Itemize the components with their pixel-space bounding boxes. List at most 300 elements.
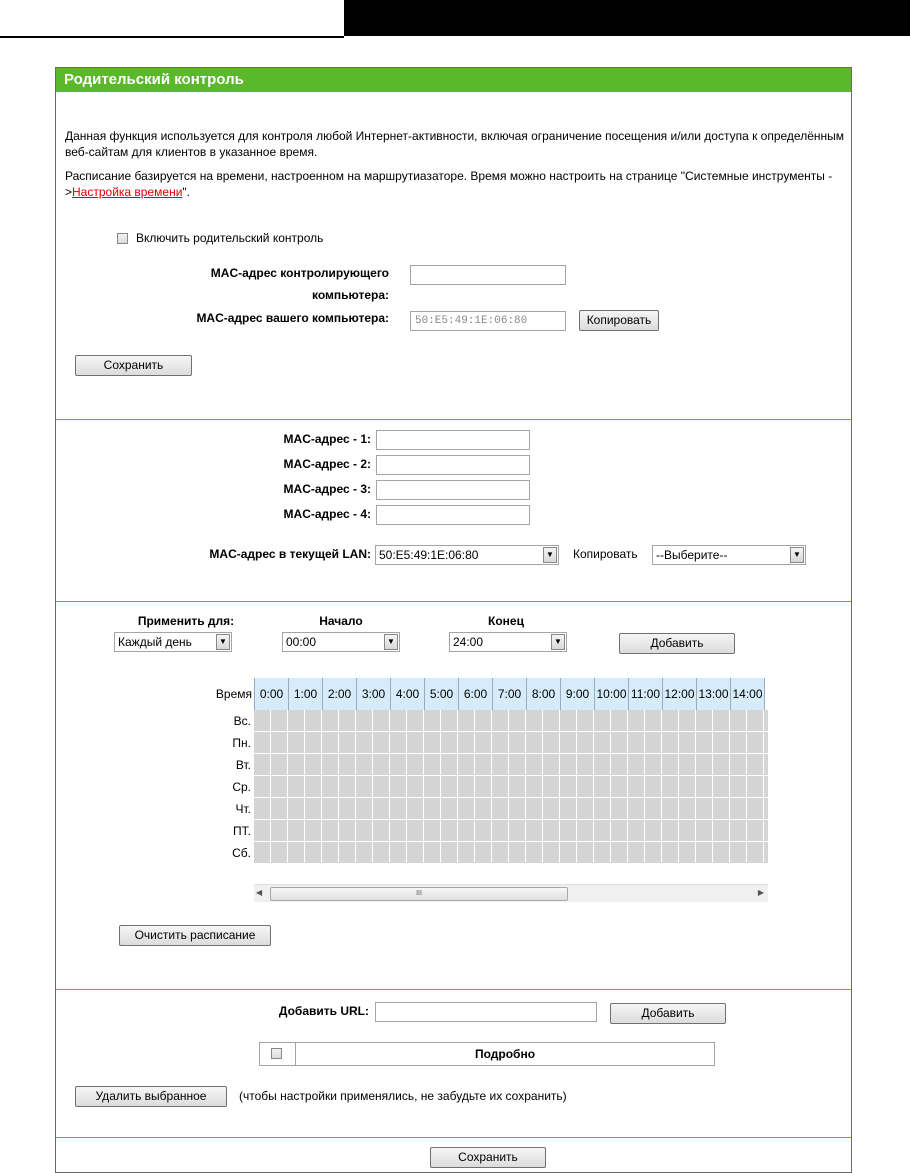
schedule-cell[interactable] xyxy=(713,754,730,776)
hour-header-5: 5:00 xyxy=(425,678,459,710)
schedule-cell[interactable] xyxy=(526,820,543,842)
schedule-cell[interactable] xyxy=(322,820,339,842)
hour-header-6: 6:00 xyxy=(459,678,493,710)
schedule-cell[interactable] xyxy=(373,710,390,732)
apply-for-selected: Каждый день xyxy=(118,635,192,649)
schedule-cell[interactable] xyxy=(764,732,768,754)
schedule-cell[interactable] xyxy=(747,710,764,732)
time-settings-link[interactable]: Настройка времени xyxy=(72,185,183,199)
child-mac-label-3: MAC-адрес - 3: xyxy=(283,482,371,496)
schedule-cell[interactable] xyxy=(373,776,390,798)
schedule-cell[interactable] xyxy=(458,710,475,732)
schedule-cell[interactable] xyxy=(713,732,730,754)
schedule-cell[interactable] xyxy=(509,776,526,798)
hour-header-8: 8:00 xyxy=(527,678,561,710)
schedule-cell[interactable] xyxy=(594,798,611,820)
schedule-cell[interactable] xyxy=(458,798,475,820)
hour-header-4: 4:00 xyxy=(391,678,425,710)
hour-header-13: 13:00 xyxy=(697,678,731,710)
schedule-cell[interactable] xyxy=(662,842,679,864)
schedule-cell[interactable] xyxy=(390,776,407,798)
lan-mac-select[interactable] xyxy=(375,545,559,565)
schedule-cell[interactable] xyxy=(441,820,458,842)
schedule-cell[interactable] xyxy=(560,776,577,798)
schedule-cell[interactable] xyxy=(645,798,662,820)
end-time-select[interactable] xyxy=(449,632,567,652)
schedule-cell[interactable] xyxy=(543,732,560,754)
schedule-cell[interactable] xyxy=(356,732,373,754)
schedule-cell[interactable] xyxy=(611,710,628,732)
day-label-1: Пн. xyxy=(232,736,251,750)
schedule-cell[interactable] xyxy=(424,776,441,798)
copy-target-select[interactable] xyxy=(652,545,806,565)
schedule-cell[interactable] xyxy=(356,776,373,798)
schedule-cell[interactable] xyxy=(679,710,696,732)
add-url-label: Добавить URL: xyxy=(278,1004,369,1018)
schedule-cell[interactable] xyxy=(611,754,628,776)
schedule-cell[interactable] xyxy=(509,820,526,842)
schedule-cell[interactable] xyxy=(764,798,768,820)
schedule-cell[interactable] xyxy=(271,820,288,842)
day-label-5: ПТ. xyxy=(233,824,251,838)
parent-mac-label-1: MAC-адрес контролирующего xyxy=(210,266,389,280)
schedule-cell[interactable] xyxy=(322,842,339,864)
schedule-cell[interactable] xyxy=(764,754,768,776)
schedule-cell[interactable] xyxy=(611,798,628,820)
schedule-cell[interactable] xyxy=(288,732,305,754)
schedule-cell[interactable] xyxy=(679,842,696,864)
schedule-cell[interactable] xyxy=(322,732,339,754)
schedule-cell[interactable] xyxy=(679,754,696,776)
schedule-cell[interactable] xyxy=(288,754,305,776)
schedule-cell[interactable] xyxy=(407,842,424,864)
schedule-scrollbar[interactable] xyxy=(254,884,768,902)
schedule-cell[interactable] xyxy=(373,820,390,842)
schedule-cell[interactable] xyxy=(662,776,679,798)
day-label-3: Ср. xyxy=(232,780,251,794)
parental-control-panel xyxy=(55,67,852,1173)
hour-header-14: 14:00 xyxy=(731,678,765,710)
schedule-cell[interactable] xyxy=(356,842,373,864)
schedule-cell[interactable] xyxy=(390,710,407,732)
enable-parental-control-checkbox[interactable] xyxy=(117,233,128,244)
schedule-cell[interactable] xyxy=(696,710,713,732)
schedule-cell[interactable] xyxy=(611,776,628,798)
schedule-cell[interactable] xyxy=(458,776,475,798)
schedule-cell[interactable] xyxy=(645,754,662,776)
schedule-cell[interactable] xyxy=(288,710,305,732)
schedule-cell[interactable] xyxy=(373,732,390,754)
schedule-cell[interactable] xyxy=(509,798,526,820)
section-divider-1 xyxy=(56,419,851,420)
schedule-cell[interactable] xyxy=(322,710,339,732)
schedule-cell[interactable] xyxy=(764,820,768,842)
schedule-cell[interactable] xyxy=(577,820,594,842)
schedule-cell[interactable] xyxy=(577,732,594,754)
schedule-cell[interactable] xyxy=(288,776,305,798)
schedule-cell[interactable] xyxy=(373,754,390,776)
schedule-cell[interactable] xyxy=(492,732,509,754)
schedule-cell[interactable] xyxy=(747,776,764,798)
schedule-cell[interactable] xyxy=(254,732,271,754)
schedule-cell[interactable] xyxy=(679,798,696,820)
schedule-cell[interactable] xyxy=(764,710,768,732)
schedule-cell[interactable] xyxy=(730,710,747,732)
schedule-cell[interactable] xyxy=(492,798,509,820)
start-time-select[interactable] xyxy=(282,632,400,652)
schedule-cell[interactable] xyxy=(390,754,407,776)
hour-header-12: 12:00 xyxy=(663,678,697,710)
child-mac-input-3[interactable] xyxy=(376,480,530,500)
schedule-cell[interactable] xyxy=(407,820,424,842)
schedule-cell[interactable] xyxy=(628,820,645,842)
schedule-cell[interactable] xyxy=(390,732,407,754)
schedule-cell[interactable] xyxy=(628,842,645,864)
delete-selected-button[interactable]: Удалить выбранное xyxy=(75,1086,227,1107)
schedule-cell[interactable] xyxy=(475,798,492,820)
schedule-cell[interactable] xyxy=(254,842,271,864)
schedule-cell[interactable] xyxy=(747,732,764,754)
schedule-cell[interactable] xyxy=(407,776,424,798)
schedule-cell[interactable] xyxy=(373,842,390,864)
schedule-cell[interactable] xyxy=(509,732,526,754)
schedule-cell[interactable] xyxy=(679,732,696,754)
schedule-cell[interactable] xyxy=(492,820,509,842)
schedule-cell[interactable] xyxy=(662,710,679,732)
schedule-cell[interactable] xyxy=(730,798,747,820)
schedule-cell[interactable] xyxy=(696,842,713,864)
schedule-cell[interactable] xyxy=(390,798,407,820)
schedule-cell[interactable] xyxy=(373,798,390,820)
schedule-cell[interactable] xyxy=(492,776,509,798)
schedule-cell[interactable] xyxy=(305,710,322,732)
hour-header-1: 1:00 xyxy=(289,678,323,710)
select-all-urls-checkbox[interactable] xyxy=(271,1048,282,1059)
chevron-down-icon: ▼ xyxy=(543,547,557,563)
schedule-cell[interactable] xyxy=(594,842,611,864)
schedule-cell[interactable] xyxy=(339,798,356,820)
schedule-cell[interactable] xyxy=(730,776,747,798)
schedule-cell[interactable] xyxy=(509,754,526,776)
hour-header-0: 0:00 xyxy=(255,678,289,710)
schedule-cell[interactable] xyxy=(424,710,441,732)
schedule-cell[interactable] xyxy=(288,798,305,820)
schedule-cell[interactable] xyxy=(475,710,492,732)
schedule-cell[interactable] xyxy=(441,798,458,820)
schedule-cell[interactable] xyxy=(645,776,662,798)
end-label: Конец xyxy=(488,614,524,628)
your-mac-label: MAC-адрес вашего компьютера: xyxy=(196,311,389,325)
schedule-cell[interactable] xyxy=(611,732,628,754)
schedule-cell[interactable] xyxy=(475,820,492,842)
schedule-cell[interactable] xyxy=(305,798,322,820)
schedule-cell[interactable] xyxy=(458,732,475,754)
schedule-cell[interactable] xyxy=(645,842,662,864)
end-time-selected: 24:00 xyxy=(453,635,484,649)
schedule-cell[interactable] xyxy=(696,820,713,842)
schedule-cell[interactable] xyxy=(475,776,492,798)
parent-mac-input[interactable] xyxy=(410,265,566,285)
schedule-cell[interactable] xyxy=(645,710,662,732)
schedule-cell[interactable] xyxy=(730,754,747,776)
schedule-cell[interactable] xyxy=(254,776,271,798)
schedule-cell[interactable] xyxy=(339,842,356,864)
schedule-cell[interactable] xyxy=(424,820,441,842)
day-label-2: Вт. xyxy=(235,758,251,772)
chevron-down-icon: ▼ xyxy=(384,634,398,650)
schedule-cell[interactable] xyxy=(254,798,271,820)
schedule-cell[interactable] xyxy=(271,754,288,776)
schedule-cell[interactable] xyxy=(560,710,577,732)
schedule-cell[interactable] xyxy=(271,710,288,732)
schedule-cell[interactable] xyxy=(662,820,679,842)
schedule-cell[interactable] xyxy=(747,754,764,776)
schedule-cell[interactable] xyxy=(543,710,560,732)
schedule-cell[interactable] xyxy=(509,842,526,864)
schedule-cell[interactable] xyxy=(424,798,441,820)
top-rule xyxy=(0,36,344,38)
schedule-cell[interactable] xyxy=(288,820,305,842)
schedule-cell[interactable] xyxy=(560,798,577,820)
save-button[interactable]: Сохранить xyxy=(430,1147,546,1168)
schedule-cell[interactable] xyxy=(594,732,611,754)
start-label: Начало xyxy=(319,614,363,628)
schedule-cell[interactable] xyxy=(560,732,577,754)
copy-to-label: Копировать xyxy=(573,547,638,561)
schedule-cell[interactable] xyxy=(594,754,611,776)
schedule-cell[interactable] xyxy=(407,732,424,754)
save-note: (чтобы настройки применялись, не забудьте их сохранить) xyxy=(239,1089,567,1103)
schedule-cell[interactable] xyxy=(441,710,458,732)
schedule-cell[interactable] xyxy=(492,754,509,776)
chevron-down-icon: ▼ xyxy=(790,547,804,563)
schedule-cell[interactable] xyxy=(747,842,764,864)
schedule-cell[interactable] xyxy=(458,820,475,842)
schedule-grid[interactable] xyxy=(254,710,768,884)
schedule-cell[interactable] xyxy=(492,842,509,864)
schedule-cell[interactable] xyxy=(543,842,560,864)
schedule-cell[interactable] xyxy=(356,754,373,776)
schedule-cell[interactable] xyxy=(254,820,271,842)
child-mac-input-4[interactable] xyxy=(376,505,530,525)
schedule-cell[interactable] xyxy=(271,776,288,798)
description-1: Данная функция используется для контроля любой Интернет-активности, включая ограничение посещения и/или доступа к определённым веб-сайтам для клиентов в указанное время. xyxy=(65,129,845,159)
description-2 xyxy=(65,168,845,200)
child-mac-input-2[interactable] xyxy=(376,455,530,475)
schedule-cell[interactable] xyxy=(713,798,730,820)
schedule-cell[interactable] xyxy=(543,776,560,798)
hour-header-7: 7:00 xyxy=(493,678,527,710)
hour-header-9: 9:00 xyxy=(561,678,595,710)
schedule-cell[interactable] xyxy=(594,820,611,842)
schedule-cell[interactable] xyxy=(441,732,458,754)
schedule-cell[interactable] xyxy=(339,732,356,754)
schedule-cell[interactable] xyxy=(543,798,560,820)
schedule-cell[interactable] xyxy=(577,710,594,732)
schedule-days-column xyxy=(201,710,251,884)
scroll-left-icon[interactable]: ◀ xyxy=(256,888,263,897)
start-time-selected: 00:00 xyxy=(286,635,317,649)
schedule-cell[interactable] xyxy=(679,820,696,842)
schedule-cell[interactable] xyxy=(526,732,543,754)
schedule-cell[interactable] xyxy=(560,842,577,864)
schedule-cell[interactable] xyxy=(696,754,713,776)
schedule-cell[interactable] xyxy=(543,754,560,776)
schedule-cell[interactable] xyxy=(662,732,679,754)
schedule-cell[interactable] xyxy=(577,842,594,864)
child-mac-label-4: MAC-адрес - 4: xyxy=(283,507,371,521)
schedule-cell[interactable] xyxy=(271,732,288,754)
schedule-cell[interactable] xyxy=(730,842,747,864)
schedule-cell[interactable] xyxy=(577,776,594,798)
schedule-cell[interactable] xyxy=(458,754,475,776)
schedule-hours-header xyxy=(254,678,769,710)
schedule-cell[interactable] xyxy=(526,776,543,798)
schedule-cell[interactable] xyxy=(577,798,594,820)
schedule-cell[interactable] xyxy=(441,776,458,798)
schedule-cell[interactable] xyxy=(475,732,492,754)
your-mac-field: 50:E5:49:1E:06:80 xyxy=(410,311,566,331)
schedule-cell[interactable] xyxy=(696,732,713,754)
schedule-cell[interactable] xyxy=(441,842,458,864)
schedule-cell[interactable] xyxy=(356,820,373,842)
schedule-cell[interactable] xyxy=(730,820,747,842)
schedule-cell[interactable] xyxy=(764,842,768,864)
hour-header-2: 2:00 xyxy=(323,678,357,710)
schedule-cell[interactable] xyxy=(628,798,645,820)
page-title: Родительский контроль xyxy=(56,68,851,92)
schedule-cell[interactable] xyxy=(764,776,768,798)
schedule-cell[interactable] xyxy=(560,754,577,776)
add-schedule-button[interactable]: Добавить xyxy=(619,633,735,654)
schedule-cell[interactable] xyxy=(424,842,441,864)
url-input[interactable] xyxy=(375,1002,597,1022)
schedule-cell[interactable] xyxy=(679,776,696,798)
parent-mac-label-2: компьютера: xyxy=(311,288,389,302)
lan-mac-selected: 50:E5:49:1E:06:80 xyxy=(379,548,479,562)
schedule-cell[interactable] xyxy=(458,842,475,864)
add-url-button[interactable]: Добавить xyxy=(610,1003,726,1024)
schedule-cell[interactable] xyxy=(339,820,356,842)
copy-mac-button[interactable]: Копировать xyxy=(579,310,659,331)
schedule-cell[interactable] xyxy=(305,732,322,754)
schedule-cell[interactable] xyxy=(305,776,322,798)
schedule-cell[interactable] xyxy=(713,710,730,732)
schedule-cell[interactable] xyxy=(475,842,492,864)
schedule-cell[interactable] xyxy=(560,820,577,842)
schedule-cell[interactable] xyxy=(271,798,288,820)
chevron-down-icon: ▼ xyxy=(551,634,565,650)
child-mac-label-2: MAC-адрес - 2: xyxy=(283,457,371,471)
schedule-cell[interactable] xyxy=(407,798,424,820)
schedule-cell[interactable] xyxy=(645,820,662,842)
schedule-cell[interactable] xyxy=(492,710,509,732)
clear-schedule-button[interactable]: Очистить расписание xyxy=(119,925,271,946)
schedule-cell[interactable] xyxy=(339,754,356,776)
child-mac-label-1: MAC-адрес - 1: xyxy=(283,432,371,446)
schedule-cell[interactable] xyxy=(594,710,611,732)
schedule-cell[interactable] xyxy=(628,754,645,776)
chevron-down-icon: ▼ xyxy=(216,634,230,650)
schedule-cell[interactable] xyxy=(390,842,407,864)
schedule-cell[interactable] xyxy=(305,754,322,776)
schedule-cell[interactable] xyxy=(424,754,441,776)
schedule-cell[interactable] xyxy=(322,776,339,798)
schedule-cell[interactable] xyxy=(747,798,764,820)
schedule-cell[interactable] xyxy=(339,776,356,798)
lan-mac-label: MAC-адрес в текущей LAN: xyxy=(209,547,371,561)
schedule-cell[interactable] xyxy=(611,820,628,842)
section-divider-2 xyxy=(56,601,851,602)
apply-for-select[interactable] xyxy=(114,632,232,652)
schedule-cell[interactable] xyxy=(254,710,271,732)
schedule-cell[interactable] xyxy=(271,842,288,864)
description-2-prefix: Расписание базируется на времени, настроенном на маршрутиазаторе. Время можно настроить на странице "Системные инструменты -> xyxy=(65,169,833,199)
child-mac-input-1[interactable] xyxy=(376,430,530,450)
schedule-cell[interactable] xyxy=(407,710,424,732)
scroll-right-icon[interactable]: ▶ xyxy=(757,888,764,897)
save-parent-button[interactable]: Сохранить xyxy=(75,355,192,376)
section-divider-3 xyxy=(56,989,851,990)
schedule-cell[interactable] xyxy=(526,754,543,776)
schedule-cell[interactable] xyxy=(628,732,645,754)
hour-header-10: 10:00 xyxy=(595,678,629,710)
schedule-cell[interactable] xyxy=(288,842,305,864)
schedule-cell[interactable] xyxy=(390,820,407,842)
schedule-cell[interactable] xyxy=(407,754,424,776)
schedule-cell[interactable] xyxy=(339,710,356,732)
schedule-cell[interactable] xyxy=(696,798,713,820)
schedule-cell[interactable] xyxy=(696,776,713,798)
hour-header-11: 11:00 xyxy=(629,678,663,710)
schedule-cell[interactable] xyxy=(730,732,747,754)
url-table-header: Подробно xyxy=(474,1047,536,1061)
schedule-cell[interactable] xyxy=(611,842,628,864)
schedule-cell[interactable] xyxy=(713,776,730,798)
schedule-cell[interactable] xyxy=(475,754,492,776)
schedule-cell[interactable] xyxy=(526,842,543,864)
schedule-cell[interactable] xyxy=(645,732,662,754)
schedule-cell[interactable] xyxy=(305,842,322,864)
schedule-cell[interactable] xyxy=(628,776,645,798)
schedule-cell[interactable] xyxy=(356,798,373,820)
day-label-6: Сб. xyxy=(232,846,251,860)
top-black-bar xyxy=(344,0,910,36)
schedule-cell[interactable] xyxy=(747,820,764,842)
schedule-cell[interactable] xyxy=(713,842,730,864)
schedule-cell[interactable] xyxy=(254,754,271,776)
schedule-cell[interactable] xyxy=(543,820,560,842)
scrollbar-thumb[interactable]: III xyxy=(270,887,568,901)
schedule-cell[interactable] xyxy=(662,798,679,820)
schedule-cell[interactable] xyxy=(509,710,526,732)
schedule-cell[interactable] xyxy=(577,754,594,776)
schedule-cell[interactable] xyxy=(628,710,645,732)
schedule-cell[interactable] xyxy=(305,820,322,842)
schedule-cell[interactable] xyxy=(322,798,339,820)
schedule-cell[interactable] xyxy=(662,754,679,776)
schedule-cell[interactable] xyxy=(713,820,730,842)
schedule-cell[interactable] xyxy=(526,710,543,732)
apply-for-label: Применить для: xyxy=(137,614,235,628)
schedule-cell[interactable] xyxy=(526,798,543,820)
schedule-cell[interactable] xyxy=(441,754,458,776)
schedule-cell[interactable] xyxy=(424,732,441,754)
schedule-cell[interactable] xyxy=(594,776,611,798)
schedule-cell[interactable] xyxy=(356,710,373,732)
section-divider-4 xyxy=(56,1137,851,1138)
schedule-cell[interactable] xyxy=(322,754,339,776)
